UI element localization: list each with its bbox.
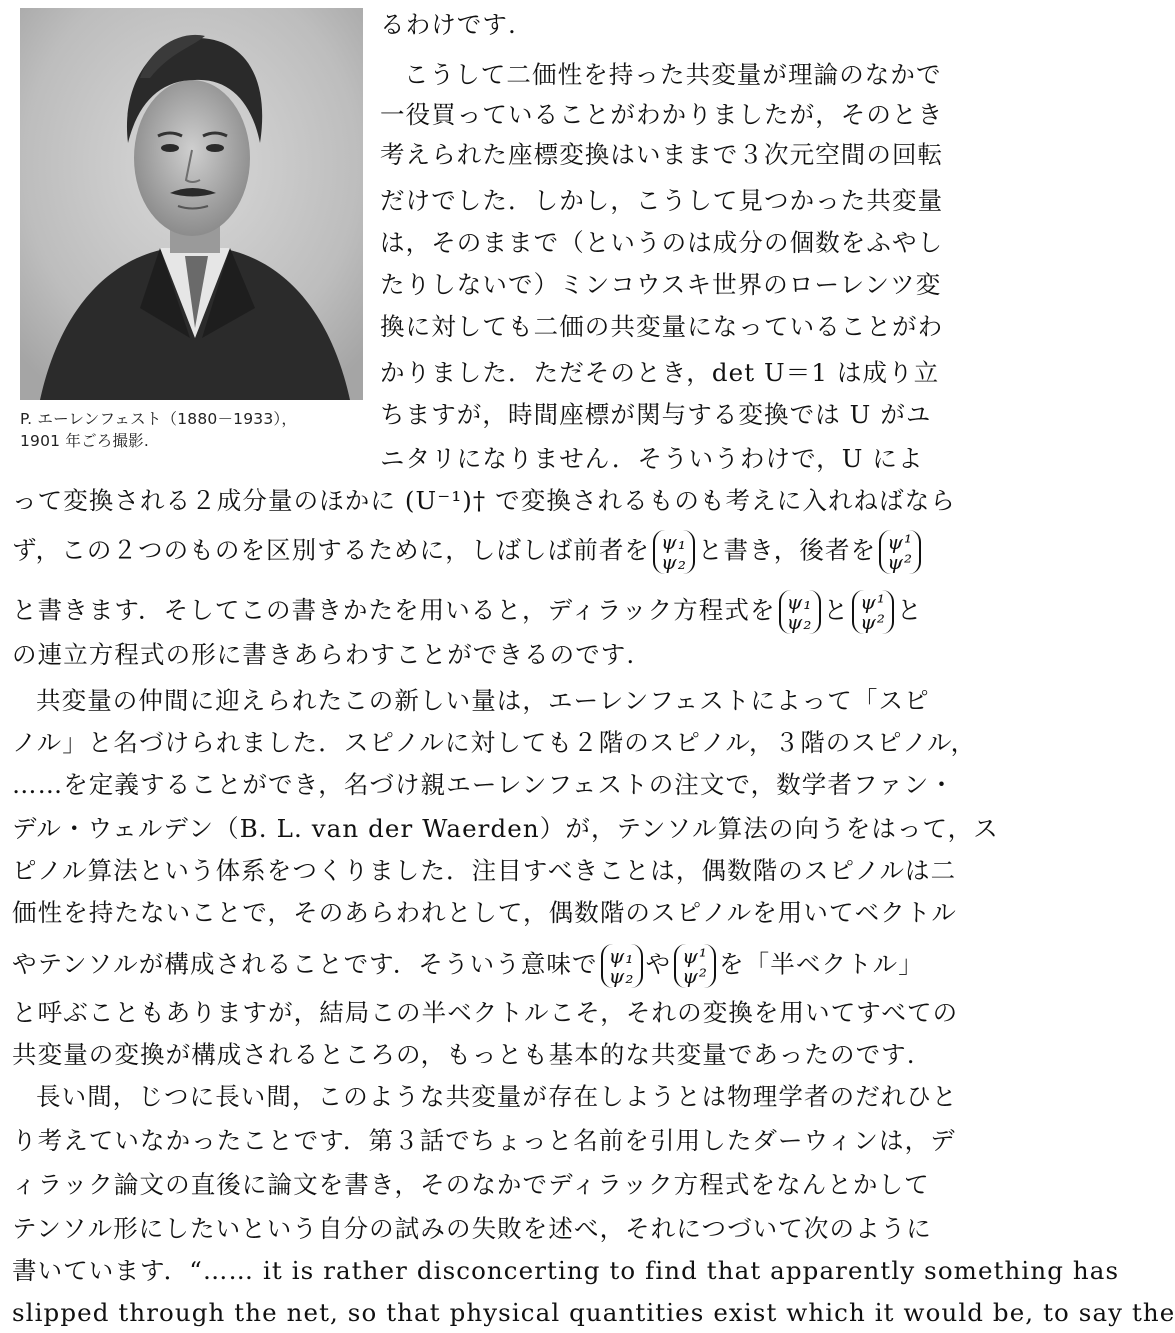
spinor-upper-index [852,590,894,634]
text-line: ちますが，時間座標が関与する変換では U がユ [380,400,932,429]
text-line: と呼ぶこともありますが，結局この半ベクトルこそ，それの変換を用いてすべての [12,998,959,1027]
text-line: り考えていなかったことです．第３話でちょっと名前を引用したダーウィンは，デ [12,1126,956,1155]
text-line: 価性を持たないことで，そのあらわれとして，偶数階のスピノルを用いてベクトル [12,898,957,927]
spinor-component: ψ¹ [887,530,914,554]
text-line-with-spinors [12,944,922,988]
spinor-component: ψ₂ [786,610,813,634]
text-line: 長い間，じつに長い間，このような共変量が存在しようとは物理学者のだれひと [36,1082,958,1111]
text-span: と書き，後者を [697,535,877,565]
text-line: 換に対しても二価の共変量になっていることがわ [380,312,944,341]
text-line: ピノル算法という体系をつくりました．注目すべきことは，偶数階のスピノルは二 [12,856,957,885]
spinor-component: ψ² [682,964,709,988]
spinor-component: ψ² [860,610,887,634]
spinor-lower-index [779,590,821,634]
text-line: ニタリになりません．そういうわけで，U によ [380,444,924,473]
text-line: るわけです. [380,10,517,39]
spinor-component: ψ₂ [608,964,635,988]
portrait-figure [20,8,365,452]
spinor-lower-index [601,944,643,988]
text-line: の連立方程式の形に書きあらわすことができるのです. [12,640,636,669]
text-line: 一役買っていることがわかりましたが，そのとき [380,100,944,129]
spinor-component: ψ₁ [608,944,635,968]
spinor-component: ψ² [887,550,914,574]
text-line: 書いています．“…… it is rather disconcerting to find that apparently something has [12,1256,1120,1285]
caption-line-2: 1901 年ごろ撮影. [20,432,150,450]
text-line: って変換される２成分量のほかに (U⁻¹)† で変換されるものも考えに入れねばなら [12,486,956,515]
text-span: ず，この２つのものを区別するために，しばしば前者を [12,535,651,565]
text-line: デル・ウェルデン（B. L. van der Waerden）が，テンソル算法の向うをはって，ス [12,814,999,843]
text-span: と書きます．そしてこの書きかたを用いると，ディラック方程式を [12,595,776,625]
spinor-component: ψ₁ [786,590,813,614]
text-line: 共変量の仲間に迎えられたこの新しい量は，エーレンフェストによって「スピ [36,686,930,715]
text-line-with-spinors [12,530,922,574]
text-span: と [897,595,923,625]
text-line: 考えられた座標変換はいままで３次元空間の回転 [380,140,944,169]
text-line: だけでした．しかし，こうして見つかった共変量 [380,186,944,215]
spinor-component: ψ¹ [682,944,709,968]
text-line: ……を定義することができ，名づけ親エーレンフェストの注文で，数学者ファン・ [12,770,955,799]
caption-line-1: P. エーレンフェスト（1880－1933）， [20,410,298,428]
spinor-component: ψ¹ [860,590,887,614]
text-line: こうして二価性を持った共変量が理論のなかで [404,60,942,89]
text-line: slipped through the net, so that physical quantities exist which it would be, to say the [12,1298,1175,1327]
spinor-component: ψ₂ [661,550,687,574]
spinor-lower-index [653,530,695,574]
portrait-photo [20,8,363,400]
spinor-upper-index [674,944,716,988]
portrait-caption [20,408,365,452]
text-line: かりました．ただそのとき，det U＝1 は成り立 [380,358,940,387]
text-line: テンソル形にしたいという自分の試みの失敗を述べ，それにつづいて次のように [12,1214,932,1243]
text-span: やテンソルが構成されることです．そういう意味で [12,949,598,979]
text-span: や [645,949,672,979]
text-line: 共変量の変換が構成されるところの，もっとも基本的な共変量であったのです. [12,1040,916,1069]
text-span: を「半ベクトル」 [719,949,924,979]
spinor-component: ψ₁ [661,530,687,554]
text-line: たりしないで）ミンコウスキ世界のローレンツ変 [380,270,942,299]
text-line-with-spinors [12,590,922,634]
text-line: ノル」と名づけられました．スピノルに対しても２階のスピノル，３階のスピノル， [12,728,977,757]
spinor-upper-index [879,530,921,574]
text-line: は，そのままで（というのは成分の個数をふやし [380,228,944,257]
text-span: と [823,595,850,625]
text-line: ィラック論文の直後に論文を書き，そのなかでディラック方程式をなんとかして [12,1170,930,1199]
